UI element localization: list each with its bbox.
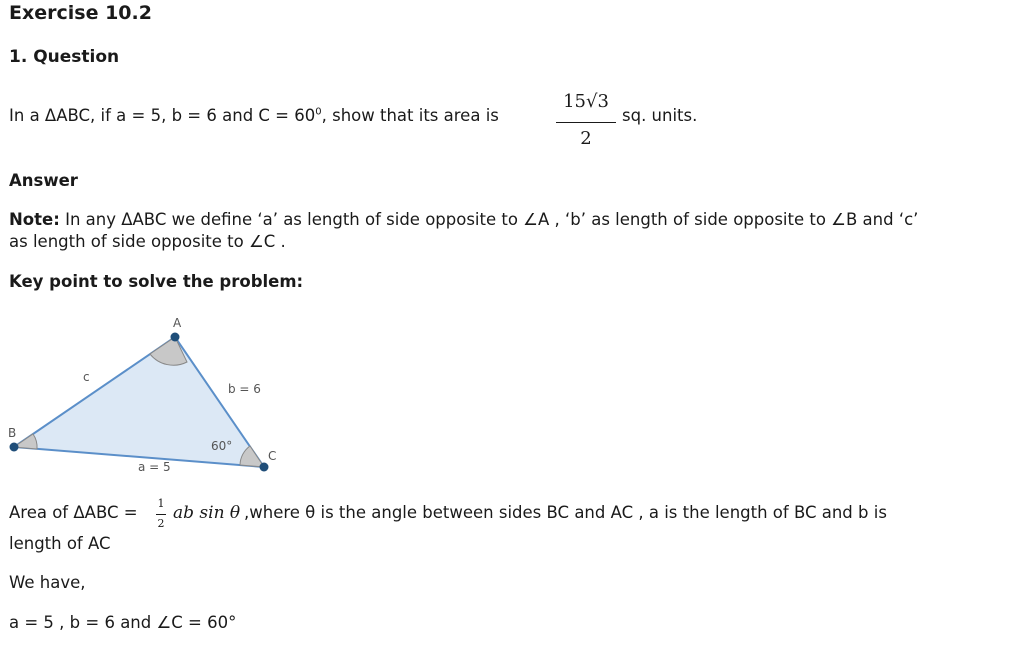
area-fraction-denominator: 2 bbox=[580, 128, 592, 149]
note-text-1: In any ΔABC we define ‘a’ as length of side opposite to ∠A , ‘b’ as length of side opposite to ∠B and ‘c’ bbox=[59, 210, 919, 229]
label-side-b: b = 6 bbox=[228, 382, 261, 396]
question-text bbox=[9, 106, 499, 125]
note-line-2: as length of side opposite to ∠C . bbox=[9, 232, 286, 251]
question-middle: , show that its area is bbox=[321, 106, 499, 125]
question-suffix: sq. units. bbox=[622, 106, 698, 125]
exercise-heading: Exercise 10.2 bbox=[9, 2, 152, 24]
question-prefix: In a ΔABC, if a = 5, b = 6 and C = 60 bbox=[9, 106, 316, 125]
label-vertex-b: B bbox=[8, 426, 17, 440]
label-vertex-a: A bbox=[173, 316, 182, 330]
half-numerator: 1 bbox=[157, 497, 165, 510]
label-angle-60: 60° bbox=[211, 439, 233, 453]
half-fraction-bar bbox=[156, 514, 166, 515]
triangle-diagram bbox=[0, 310, 300, 480]
vertex-c bbox=[260, 463, 269, 472]
area-formula-line-2: length of AC bbox=[9, 534, 111, 553]
we-have-text: We have, bbox=[9, 573, 86, 592]
label-vertex-c: C bbox=[268, 449, 277, 463]
key-point-heading: Key point to solve the problem: bbox=[9, 272, 304, 291]
area-formula-rest: ,where θ is the angle between sides BC and AC , a is the length of BC and b is bbox=[244, 503, 887, 522]
half-denominator: 2 bbox=[157, 517, 165, 530]
vertex-b bbox=[10, 443, 19, 452]
answer-label: Answer bbox=[9, 171, 78, 190]
question-label: 1. Question bbox=[9, 47, 120, 67]
area-expression: ab sin θ bbox=[173, 503, 241, 523]
area-formula-prefix: Area of ΔABC = bbox=[9, 503, 138, 522]
vertex-a bbox=[171, 333, 180, 342]
label-side-c: c bbox=[83, 370, 90, 384]
area-fraction-bar bbox=[556, 122, 616, 123]
question-degree: 0 bbox=[315, 106, 322, 118]
note-line-1 bbox=[9, 210, 918, 229]
label-side-a: a = 5 bbox=[138, 460, 171, 474]
note-label: Note: bbox=[9, 210, 60, 229]
area-fraction-numerator: 15√3 bbox=[563, 91, 609, 112]
given-values: a = 5 , b = 6 and ∠C = 60° bbox=[9, 613, 237, 632]
